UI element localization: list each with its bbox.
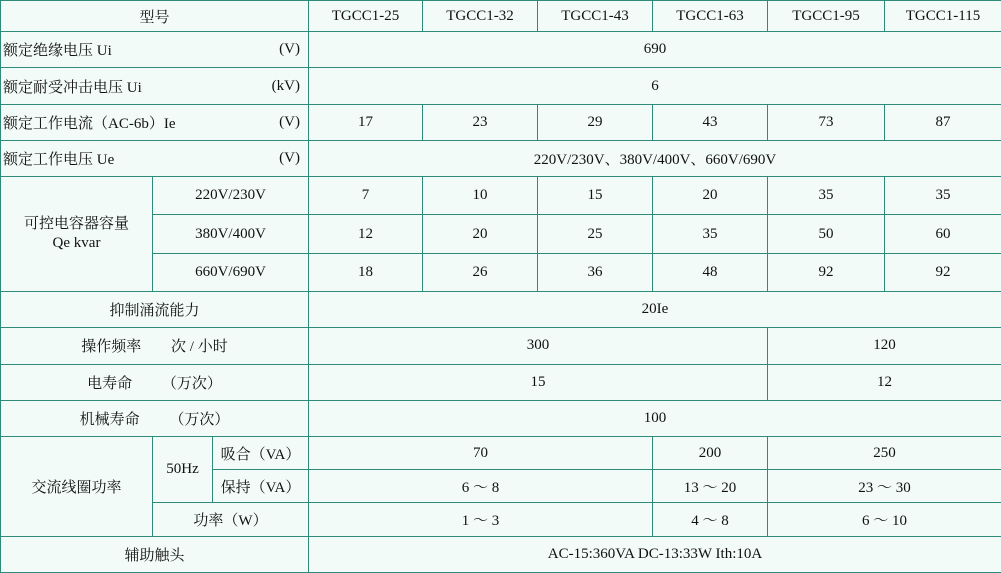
table-row (1, 292, 1001, 328)
sub-label-220v: 220V/230V (153, 177, 309, 215)
value-cap660-6: 92 (885, 253, 1001, 291)
impulse-voltage-unit: (kV) (271, 77, 300, 94)
impulse-voltage-text: 额定耐受冲击电压 Ui (3, 79, 142, 96)
row-label-auxiliary-contact: 辅助触头 (1, 536, 309, 572)
value-cap380-1: 12 (309, 215, 423, 253)
value-auxiliary-contact: AC-15:360VA DC-13:33W Ith:10A (309, 536, 1001, 572)
sub-label-power-w: 功率（W） (153, 503, 309, 536)
value-power-3: 6 ～ 10 (768, 503, 1001, 536)
capacitor-capacity-line1: 可控电容器容量 (23, 216, 129, 233)
value-inrush-suppression: 20Ie (309, 292, 1001, 328)
mechanical-life-text: 机械寿命 (79, 411, 140, 428)
row-label-coil-power: 交流线圈功率 (1, 437, 153, 537)
value-working-current-3: 29 (538, 104, 653, 140)
insulation-voltage-unit: (V) (279, 41, 300, 58)
value-working-current-2: 23 (423, 104, 538, 140)
value-hold-1: 6 ～ 8 (309, 470, 653, 503)
table-row (1, 364, 1001, 400)
value-working-current-4: 43 (653, 104, 768, 140)
value-cap380-6: 60 (885, 215, 1001, 253)
value-operating-frequency-1: 300 (309, 328, 768, 364)
value-pickup-2: 200 (653, 437, 768, 470)
value-cap220-4: 20 (653, 177, 768, 215)
value-cap220-5: 35 (768, 177, 885, 215)
value-cap220-2: 10 (423, 177, 538, 215)
operating-frequency-unit: 次 / 小时 (171, 339, 228, 356)
table-row (1, 140, 1001, 176)
value-cap660-1: 18 (309, 253, 423, 291)
value-cap380-4: 35 (653, 215, 768, 253)
operating-frequency-text: 操作频率 (81, 339, 142, 356)
row-label-working-voltage (1, 140, 309, 176)
value-pickup-3: 250 (768, 437, 1001, 470)
row-label-inrush-suppression: 抑制涌流能力 (1, 292, 309, 328)
value-operating-frequency-2: 120 (768, 328, 1001, 364)
working-current-text: 额定工作电流（AC-6b）Ie (3, 115, 176, 132)
row-label-insulation-voltage (1, 32, 309, 68)
value-cap660-2: 26 (423, 253, 538, 291)
working-current-unit: (V) (279, 113, 300, 130)
value-cap660-5: 92 (768, 253, 885, 291)
value-cap380-2: 20 (423, 215, 538, 253)
capacitor-capacity-line2: Qe kvar (52, 235, 101, 252)
header-model-2: TGCC1-32 (423, 1, 538, 32)
table-row (1, 68, 1001, 104)
header-model-6: TGCC1-115 (885, 1, 1001, 32)
header-model-5: TGCC1-95 (768, 1, 885, 32)
value-pickup-1: 70 (309, 437, 653, 470)
table-row (1, 400, 1001, 436)
table-row (1, 536, 1001, 572)
value-working-current-5: 73 (768, 104, 885, 140)
sub-label-660v: 660V/690V (153, 253, 309, 291)
header-model-1: TGCC1-25 (309, 1, 423, 32)
value-cap660-4: 48 (653, 253, 768, 291)
value-cap220-1: 7 (309, 177, 423, 215)
value-electrical-life-2: 12 (768, 364, 1001, 400)
value-cap220-3: 15 (538, 177, 653, 215)
value-impulse-voltage: 6 (309, 68, 1001, 104)
row-label-working-current (1, 104, 309, 140)
value-cap380-3: 25 (538, 215, 653, 253)
value-mechanical-life: 100 (309, 400, 1001, 436)
value-working-current-6: 87 (885, 104, 1001, 140)
electrical-life-unit: （万次） (161, 375, 222, 392)
table-row (1, 104, 1001, 140)
table-row (1, 328, 1001, 364)
value-hold-3: 23 ～ 30 (768, 470, 1001, 503)
row-label-impulse-voltage (1, 68, 309, 104)
value-cap380-5: 50 (768, 215, 885, 253)
row-label-operating-frequency (1, 328, 309, 364)
value-electrical-life-1: 15 (309, 364, 768, 400)
value-working-current-1: 17 (309, 104, 423, 140)
table-row (1, 177, 1001, 215)
value-power-2: 4 ～ 8 (653, 503, 768, 536)
working-voltage-unit: (V) (279, 150, 300, 167)
value-cap660-3: 36 (538, 253, 653, 291)
insulation-voltage-text: 额定绝缘电压 Ui (3, 43, 112, 60)
electrical-life-text: 电寿命 (87, 375, 133, 392)
sub-label-380v: 380V/400V (153, 215, 309, 253)
value-hold-2: 13 ～ 20 (653, 470, 768, 503)
header-model-label: 型号 (1, 1, 309, 32)
table-header-row (1, 1, 1001, 32)
sub-label-hold: 保持（VA） (213, 470, 309, 503)
header-model-4: TGCC1-63 (653, 1, 768, 32)
working-voltage-text: 额定工作电压 Ue (3, 152, 115, 169)
table-row (1, 32, 1001, 68)
coil-power-freq-label: 50Hz (153, 437, 213, 503)
value-working-voltage: 220V/230V、380V/400V、660V/690V (309, 140, 1001, 176)
row-label-mechanical-life (1, 400, 309, 436)
mechanical-life-unit: （万次） (169, 411, 230, 428)
header-model-3: TGCC1-43 (538, 1, 653, 32)
row-label-electrical-life (1, 364, 309, 400)
value-cap220-6: 35 (885, 177, 1001, 215)
value-insulation-voltage: 690 (309, 32, 1001, 68)
sub-label-pickup: 吸合（VA） (213, 437, 309, 470)
row-label-capacitor-capacity (1, 177, 153, 292)
table-row (1, 437, 1001, 470)
value-power-1: 1 ～ 3 (309, 503, 653, 536)
